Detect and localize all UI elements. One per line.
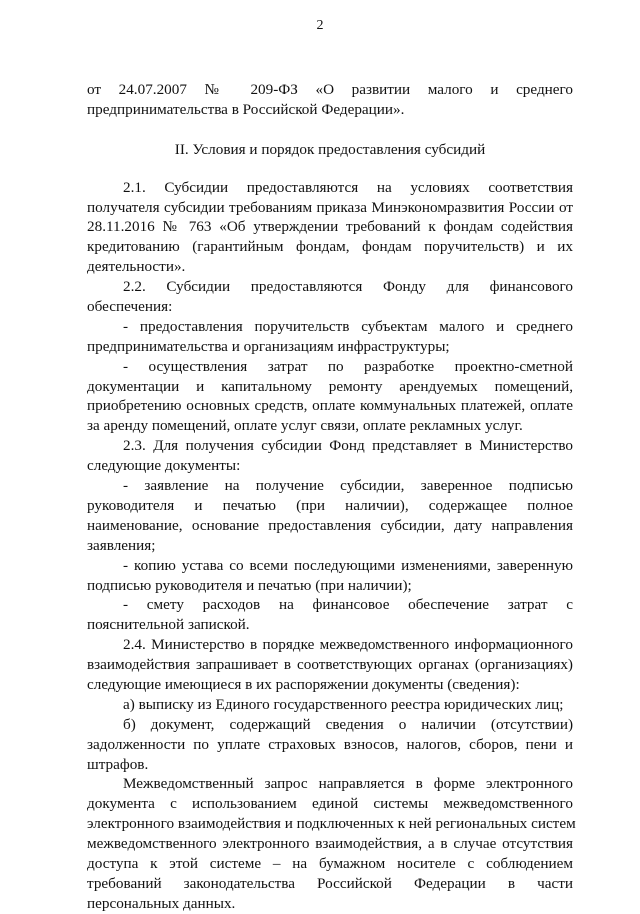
text-line: - копию устава со всеми последующими изменениями, заверенную	[123, 556, 573, 574]
text-line: персональных данных.	[87, 894, 236, 912]
text-line: за аренду помещений, оплате услуг связи, оплате рекламных услуг.	[87, 417, 523, 435]
text-line: руководителя и печатью (при наличии), содержащее полное	[87, 496, 573, 514]
list-item	[87, 695, 573, 715]
text-line: пояснительной запиской.	[87, 616, 250, 634]
list-item	[87, 357, 573, 437]
section-title: II. Условия и порядок предоставления субсидий	[174, 140, 486, 158]
list-item	[87, 476, 573, 556]
text-line: предпринимательства и организациям инфраструктуры;	[87, 337, 450, 355]
text-line: 2.3. Для получения субсидии Фонд представляет в Министерство	[123, 437, 573, 455]
text-line: - осуществления затрат по разработке проектно-сметной	[123, 357, 573, 375]
text-line: - заявление на получение субсидии, заверенное подписью	[123, 477, 573, 495]
text-line: - смету расходов на финансовое обеспечение затрат с	[123, 596, 573, 614]
text-line: подписью руководителя и печатью (при наличии);	[87, 576, 412, 594]
paragraph-2-2	[87, 277, 573, 317]
text-line: 28.11.2016 № 763 «Об утверждении требований к фондам содействия	[87, 218, 573, 236]
text-line: задолженности по уплате страховых взносов, налогов, сборов, пени и	[87, 735, 573, 753]
text-line: Межведомственный запрос направляется в форме электронного	[123, 775, 573, 793]
paragraph-2-3	[87, 436, 573, 476]
paragraph-2-1	[87, 178, 573, 277]
text-line: 2.1. Субсидии предоставляются на условиях соответствия	[123, 178, 573, 196]
text-line: б) документ, содержащий сведения о наличии (отсутствии)	[123, 715, 573, 733]
text-line: доступа к этой системе – на бумажном носителе с соблюдением	[87, 854, 573, 872]
paragraph-request	[87, 774, 576, 913]
text-line: документа с использованием единой системы межведомственного	[87, 795, 573, 813]
text-line: межведомственного электронного взаимодействия, а в случае отсутствия	[87, 835, 573, 853]
document-body	[87, 80, 576, 914]
text-line: приобретению основных средств, оплате коммунальных платежей, оплате	[87, 397, 573, 415]
text-line: следующие имеющиеся в их распоряжении документы (сведения):	[87, 675, 520, 693]
text-line: - предоставления поручительств субъектам малого и среднего	[123, 317, 573, 335]
text-line: следующие документы:	[87, 457, 241, 475]
list-item	[87, 715, 573, 775]
text-line: обеспечения:	[87, 298, 173, 316]
list-item	[87, 317, 573, 357]
text-line: требований законодательства Российской Федерации в части	[87, 874, 573, 892]
intro-paragraph	[87, 80, 573, 120]
text-line: 2.2. Субсидии предоставляются Фонду для финансового	[123, 278, 573, 296]
text-line: штрафов.	[87, 755, 149, 773]
paragraph-2-4	[87, 635, 573, 695]
text-line: кредитованию (гарантийным фондам, фондам поручительств) и их	[87, 238, 573, 256]
text-line: деятельности».	[87, 258, 186, 276]
text-line: заявления;	[87, 536, 156, 554]
text-line: предпринимательства в Российской Федерации».	[87, 100, 405, 118]
text-line: взаимодействия запрашивает в соответствующих органах (организациях)	[87, 656, 573, 674]
text-line: документации и капитальному ремонту арендуемых помещений,	[87, 377, 573, 395]
list-item	[87, 556, 573, 596]
text-line: наименование, основание предоставления субсидии, дату направления	[87, 516, 573, 534]
list-item	[87, 595, 573, 635]
text-line: от 24.07.2007 № 209-ФЗ «О развитии малого и среднего	[87, 81, 573, 98]
text-line: а) выписку из Единого государственного реестра юридических лиц;	[123, 695, 564, 713]
page-number: 2	[316, 18, 324, 33]
text-line: электронного взаимодействия и подключенных к ней региональных систем	[87, 815, 576, 833]
text-line: получателя субсидии требованиям приказа Минэкономразвития России от	[87, 198, 573, 216]
text-line: 2.4. Министерство в порядке межведомственного информационного	[123, 636, 573, 654]
